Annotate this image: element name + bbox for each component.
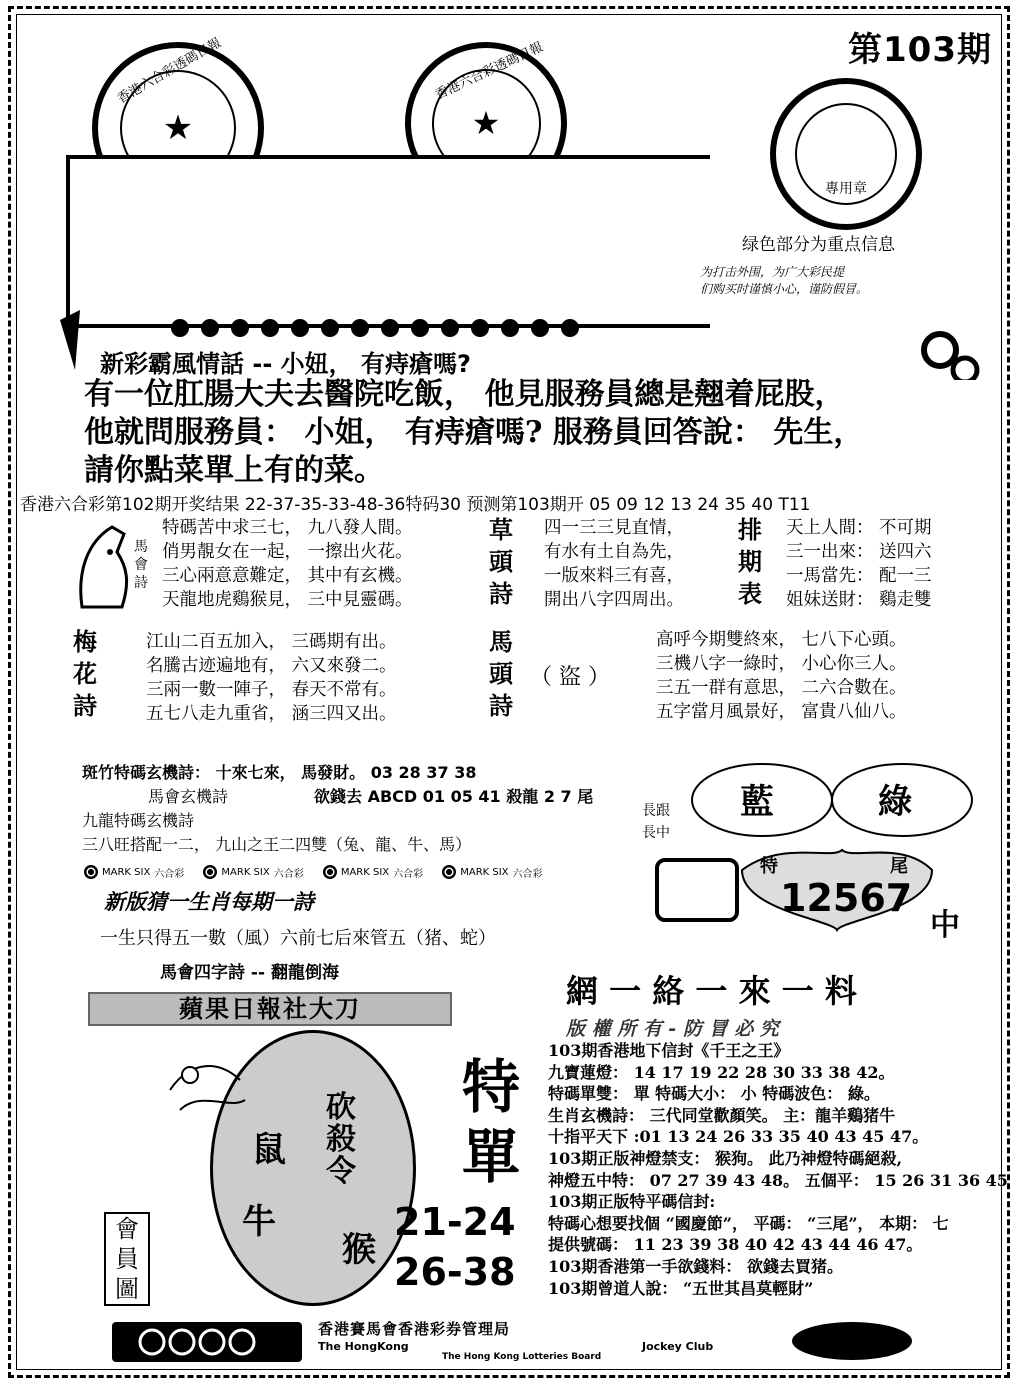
network-subtitle: 版 權 所 有 - 防 冒 必 究 [566, 1018, 779, 1040]
special-te: 特 [462, 1053, 521, 1121]
poem-line: 天龍地虎鷄猴見， 三中見靈碼。 [162, 590, 413, 610]
green-label: 綠 [878, 782, 912, 822]
notice-line2: 们购买时谨慎小心，谨防假冒。 [700, 282, 869, 296]
mark-six-logo: MARK SIX 六合彩 [442, 865, 542, 880]
grass-poem [544, 516, 684, 612]
wei-label: 尾 [890, 856, 908, 877]
info-list [548, 1040, 1008, 1299]
list-item: 九寶蓮燈： 14 17 19 22 28 30 33 38 42。 [548, 1062, 895, 1082]
mark-six-logo: MARK SIX 六合彩 [84, 865, 184, 880]
four-char-poem: 馬會四字詩 -- 翻龍倒海 [160, 963, 339, 983]
poem-line: 三五一群有意思， 二六合數在。 [656, 678, 907, 698]
poem-line: 俏男靚女在一起， 一擦出火花。 [162, 542, 413, 562]
list-item: 103期香港地下信封《千王之王》 [548, 1041, 790, 1060]
blue-green-panel [632, 760, 992, 943]
joke-title: 新彩霸風情話 -- 小妞， 有痔瘡嗎? [100, 350, 471, 378]
grass-poem-label: 草頭詩 [489, 515, 513, 608]
want-money: 欲錢去 ABCD 01 05 41 殺龍 2 7 尾 [314, 787, 594, 806]
horse-head-icon [72, 522, 132, 612]
zhong-label: 中 [930, 908, 960, 943]
plum-poem-label: 梅花詩 [73, 627, 97, 720]
horse-poem [162, 516, 413, 612]
poem-line: 五字當月風景好， 富貴八仙八。 [656, 702, 907, 722]
poem-line: 三兩一數一陣子， 春天不常有。 [146, 680, 397, 700]
list-item: 特碼單雙： 單 特碼大小： 小 特碼波色： 綠。 [548, 1084, 880, 1104]
numbers-line2: 26-38 [394, 1250, 516, 1294]
list-item: 103期正版特平碼信封: [548, 1192, 716, 1212]
notice-title: 绿色部分为重点信息 [742, 235, 895, 255]
kowloon-poem-line: 三八旺搭配一二， 九山之王二四雙（兔、龍、牛、馬） [82, 835, 472, 854]
list-item: 特碼心想要找個 “國慶節”， 平碼： “三尾”， 本期： 七 [548, 1213, 949, 1233]
schedule [786, 516, 932, 612]
joke-line: 有一位肛腸大夫去醫院吃飯， 他見服務員總是翹着屁股， [84, 377, 845, 412]
notice-line1: 为打击外围，为广大彩民提 [700, 265, 845, 279]
flower-icon [442, 865, 456, 879]
mark-six-logo: MARK SIX 六合彩 [203, 865, 303, 880]
long-mid-label: 長中 [642, 825, 670, 841]
horse-head-poem-label: 馬頭詩 [489, 627, 513, 720]
guess-line: 一生只得五一數（風）六前七后來管五（猪、蛇） [100, 928, 496, 949]
kill-order: 砍殺令 [326, 1090, 356, 1189]
numbers-line1: 21-24 [394, 1200, 516, 1244]
poem-line: 三一出來： 送四六 [786, 542, 932, 562]
poem-line: 天上人間： 不可期 [786, 518, 932, 538]
poem-line: 江山二百五加入， 三碼期有出。 [146, 632, 397, 652]
ox-label: 牛 [242, 1202, 276, 1242]
poem-line: 三機八字一綠时， 小心你三人。 [656, 654, 907, 674]
draw-results: 香港六合彩第102期开奖结果 22-37-35-33-48-36特码30 预测第103期开 05 09 12 13 24 35 40 T11 [20, 495, 811, 515]
list-item: 103期香港第一手欲錢料： 欲錢去買猪。 [548, 1256, 843, 1276]
stamp-seal-left: ★ [92, 42, 264, 214]
network-title: 網 一 絡 一 來 一 料 [566, 972, 857, 1010]
poem-line: 高呼今期雙終來， 七八下心頭。 [656, 630, 907, 650]
stamp-text-left: 香港六合彩透碼日報 [115, 35, 224, 107]
poem-line: 一馬當先： 配一三 [786, 566, 932, 586]
tail-numbers: 12567 [780, 876, 913, 920]
poem-line: 有水有土自為先， [544, 542, 684, 562]
horse-poem-label: 馬會詩 [134, 539, 148, 591]
stamp-seal-right [770, 78, 922, 230]
list-item: 103期曾道人說： “五世其昌莫輕財” [548, 1278, 814, 1298]
flower-icon [203, 865, 217, 879]
stamp-seal-middle: ★ [405, 42, 567, 204]
poem-line: 名騰古迹遍地有， 六又來發二。 [146, 656, 397, 676]
mark-six-row [84, 864, 557, 883]
member-chart: 會員圖 [104, 1212, 150, 1306]
stamp-text-middle: 香港六合彩透碼日報 [433, 39, 546, 103]
poem-line: 四一三三見直情， [544, 518, 684, 538]
list-item: 生肖玄機詩： 三代同堂歡顏笑。 主：龍羊鷄猪牛 [548, 1105, 896, 1125]
poem-line: 一版來料三有喜， [544, 566, 684, 586]
follow-label: 長跟 [642, 803, 670, 819]
list-item: 103期正版神燈禁支： 猴狗。 此乃神燈特碼絕殺, [548, 1148, 903, 1168]
ribbon-decoration [160, 1050, 250, 1130]
title-banner-blank [66, 155, 710, 328]
poem-line: 五七八走九重省， 涵三四又出。 [146, 704, 397, 724]
poem-line: 姐妹送財： 鷄走雙 [786, 590, 932, 610]
footer-title: 香港賽馬會香港彩券管理局 [318, 1320, 511, 1338]
notice-box [700, 230, 950, 310]
footer-jc: Jockey Club [642, 1340, 714, 1353]
apple-daily-banner: 蘋果日報社大刀 [88, 992, 452, 1026]
schedule-label: 排期表 [738, 515, 762, 608]
footer [112, 1318, 912, 1366]
flower-icon [84, 865, 98, 879]
list-item: 提供號碼： 11 23 39 38 40 42 43 44 46 47。 [548, 1235, 923, 1255]
issue-number: 第103期 [848, 30, 992, 70]
rat-label: 鼠 [252, 1130, 286, 1170]
joke-body [84, 376, 994, 490]
list-item: 神燈五中特： 07 27 39 43 48。 五個平： 15 26 31 36 45 [548, 1170, 1008, 1190]
lotteries-logo [792, 1322, 912, 1360]
special-dan: 單 [462, 1123, 521, 1191]
mark-six-logo: MARK SIX 六合彩 [323, 865, 423, 880]
joke-line: 請你點菜單上有的菜。 [84, 453, 384, 488]
horse-club-mystic: 馬會玄機詩 [148, 787, 229, 806]
blue-label: 藍 [740, 782, 774, 822]
footer-board: The Hong Kong Lotteries Board [442, 1352, 602, 1362]
monkey-label: 猴 [342, 1230, 376, 1270]
flower-icon [323, 865, 337, 879]
bamboo-poem: 斑竹特碼玄機詩： 十來七來， 馬發財。 03 28 37 38 [82, 763, 477, 782]
footer-hk: The HongKong [318, 1340, 409, 1353]
list-item: 十指平天下 :01 13 24 26 33 35 40 43 45 47。 [548, 1127, 929, 1147]
kowloon-poem-title: 九龍特碼玄機詩 [82, 811, 195, 830]
jockey-club-logo [112, 1322, 302, 1362]
horse-head-poem [656, 628, 907, 724]
joke-line: 他就問服務員： 小姐， 有痔瘡嗎? 服務員回答說： 先生， [84, 415, 864, 450]
te-label: 特 [760, 856, 778, 877]
poem-line: 特碼苦中求三七， 九八發人間。 [162, 518, 413, 538]
plum-poem [146, 630, 397, 726]
stamp-seal-label: 專用章 [825, 180, 867, 197]
poem-line: 開出八字四周出。 [544, 590, 684, 610]
pirate-mark: （ 盜 ） [530, 665, 610, 690]
guess-title: 新版猜一生肖每期一詩 [104, 890, 314, 914]
poem-line: 三心兩意意難定， 其中有玄機。 [162, 566, 413, 586]
